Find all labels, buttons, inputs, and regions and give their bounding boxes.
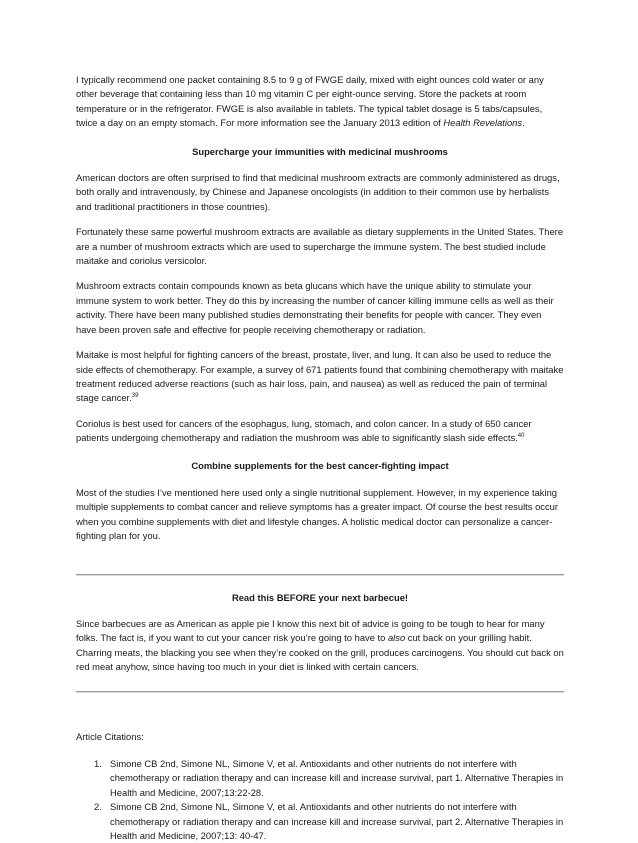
footnote-ref-39: 39 (131, 393, 139, 400)
publication-title: Health Revelations (443, 117, 523, 129)
citation-item (76, 800, 564, 843)
paragraph-maitake (76, 348, 564, 406)
intro-paragraph (76, 73, 564, 131)
barbecue-text-end: cut back on your grilling habit. Charring meats, the blacking you see when they’re cooked on the grill, produces carcinogens. You should cut back on red meat anyhow, since having too much in your diet is linked with certain cancers. (76, 632, 564, 673)
section-heading-supplements: Combine supplements for the best cancer-fighting impact (191, 459, 449, 471)
section-heading-mushrooms: Supercharge your immunities with medicinal mushrooms (192, 145, 448, 157)
citation-item (76, 757, 564, 800)
section-heading-barbecue: Read this BEFORE your next barbecue! (231, 591, 409, 603)
paragraph-mushroom-supplements: Fortunately these same powerful mushroom extracts are available as dietary supplements in the United States. There are a number of mushroom extracts which are used to supercharge the immune system. The best studied include maitake and coriolus versicolor. (76, 226, 564, 267)
emphasis-also: also (387, 632, 406, 644)
citations-list (76, 757, 564, 843)
citations-label: Article Citations: (76, 730, 144, 742)
citation-text: Simone CB 2nd, Simone NL, Simone V, et al. Antioxidants and other nutrients do not interfere with chemotherapy or radiation therapy and can increase kill and increase survival, part 2. Alternative Therapies in Health and Medicine, 2007;13: 40-47. (110, 801, 564, 842)
citation-number: 1. (94, 758, 102, 769)
footnote-ref-40: 40 (517, 433, 525, 440)
document-page (76, 73, 564, 843)
paragraph-beta-glucans: Mushroom extracts contain compounds known as beta glucans which have the unique ability to stimulate your immune system to work better. They do this by increasing the number of cancer killing immune cells as well as their activity. There have been many published studies demonstrating their benefits for people with cancer. They even have been proven safe and effective for people receiving chemotherapy or radiation. (76, 280, 554, 335)
paragraph-coriolus (76, 417, 564, 446)
paragraph-combine-supplements: Most of the studies I’ve mentioned here used only a single nutritional supplement. However, in my experience taking multiple supplements to combat cancer and relieve symptoms has a greater impact. Of course the best results occur when you combine supplements with diet and lifestyle changes. A holistic medical doctor can personalize a cancer-fighting plan for you. (76, 486, 558, 542)
coriolus-text: Coriolus is best used for cancers of the esophagus, lung, stomach, and colon cancer. In a study of 650 cancer patients undergoing chemotherapy and radiation the mushroom was able to significantly slash side effects. (76, 417, 532, 444)
citation-number: 2. (94, 801, 102, 813)
maitake-text: Maitake is most helpful for fighting cancers of the breast, prostate, liver, and lung. It can also be used to reduce the side effects of chemotherapy. For example, a survey of 671 patients found that combining chemotherapy with maitake treatment reduced adverse reactions (such as hair loss, pain, and nausea) as well as reduced the pain of terminal stage cancer. (76, 349, 564, 404)
barbecue-text: Since barbecues are as American as apple pie I know this next bit of advice is going to be tough to hear for many folks. The fact is, if you want to cut your cancer risk you’re going to have to (76, 617, 545, 644)
intro-text: I typically recommend one packet containing 8.5 to 9 g of FWGE daily, mixed with eight ounces cold water or any other beverage that containing less than 10 mg vitamin C per eight-ounce serving. Store the packets at room temperature or in the refrigerator. FWGE is also available in tablets. The typical tablet dosage is 5 tabs/capsules, twice a day on an empty stomach. For more information see the January 2013 edition of (76, 74, 544, 129)
paragraph-mushroom-doctors: American doctors are often surprised to find that medicinal mushroom extracts are commonly administered as drugs, both orally and intravenously, by Chinese and Japanese oncologists (in addition to their common use by herbalists and traditional practitioners in those countries). (76, 172, 560, 212)
paragraph-barbecue (76, 617, 564, 675)
citation-text: Simone CB 2nd, Simone NL, Simone V, et al. Antioxidants and other nutrients do not interfere with chemotherapy or radiation therapy and can increase kill and increase survival, part 1. Alternative Therapies in Health and Medicine, 2007;13:22-28. (110, 758, 564, 798)
intro-text-end: . (522, 117, 525, 129)
